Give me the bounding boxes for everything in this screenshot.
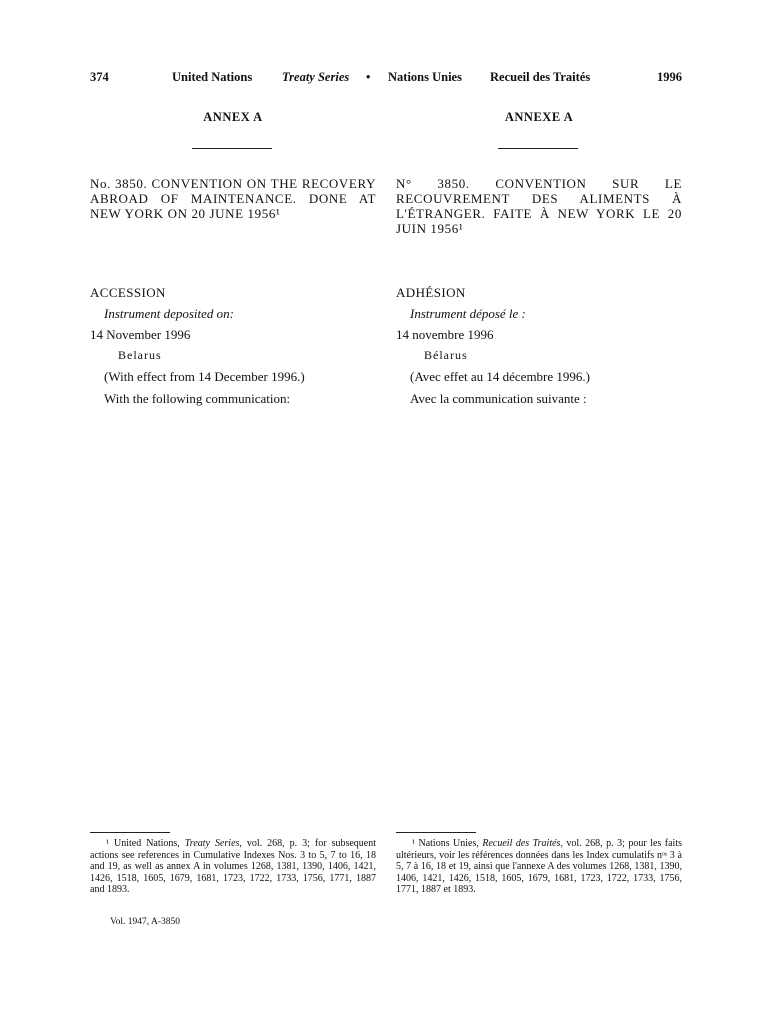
footnote-prefix: ¹ Nations Unies, bbox=[412, 838, 483, 849]
volume-reference: Vol. 1947, A-3850 bbox=[110, 917, 181, 927]
instrument-label: Instrument deposited on: bbox=[104, 306, 234, 321]
annex-divider bbox=[192, 148, 272, 149]
annex-title: ANNEXE A bbox=[504, 110, 574, 124]
footnote-text: , vol. 268, p. 3; pour les faits ultérieurs, voir les références données dans les Index cumulatifs nᵒˢ 3 à 5, 7 à 16, 18 et 19, ainsi que l'annexe A des volumes 1268, 1381, 1390, 1406, 1421, 1426, 1518, 1605, 1679, 1681, 1723, 1722, 1733, 1756, 1771, 1887 et 1893. bbox=[396, 838, 682, 895]
footnote bbox=[90, 838, 376, 896]
country-name: Belarus bbox=[118, 348, 162, 362]
header-publisher-fr: Nations Unies bbox=[388, 70, 462, 84]
header-separator: • bbox=[366, 70, 371, 84]
header-series-en: Treaty Series bbox=[282, 70, 350, 84]
deposit-date: 14 November 1996 bbox=[90, 327, 191, 342]
running-header bbox=[90, 70, 682, 88]
footnote-series: Recueil des Traités bbox=[482, 838, 561, 849]
deposit-date: 14 novembre 1996 bbox=[396, 327, 494, 342]
section-heading: ADHÉSION bbox=[396, 285, 466, 300]
convention-title: N° 3850. CONVENTION SUR LE RECOUVREMENT DES ALIMENTS À L'ÉTRANGER. FAITE À NEW YORK LE 20 JUIN 1956¹ bbox=[396, 176, 682, 236]
communication-note: Avec la communication suivante : bbox=[410, 391, 587, 406]
header-year: 1996 bbox=[657, 70, 682, 84]
footnote-prefix: ¹ United Nations, bbox=[106, 838, 185, 849]
section-heading: ACCESSION bbox=[90, 285, 166, 300]
header-series-fr: Recueil des Traités bbox=[490, 70, 591, 84]
footnote-series: Treaty Series bbox=[184, 838, 240, 849]
country-name: Bélarus bbox=[424, 348, 468, 362]
header-publisher-en: United Nations bbox=[172, 70, 253, 84]
page-number: 374 bbox=[90, 70, 109, 84]
footnote-divider bbox=[90, 832, 170, 833]
footnote-divider bbox=[396, 832, 476, 833]
annex-title: ANNEX A bbox=[203, 110, 263, 124]
effect-date: (With effect from 14 December 1996.) bbox=[104, 369, 305, 384]
instrument-label: Instrument déposé le : bbox=[410, 306, 526, 321]
annex-divider bbox=[498, 148, 578, 149]
footnote-text: , vol. 268, p. 3; for subsequent actions see references in Cumulative Indexes Nos. 3 to 5, 7 to 16, 18 and 19, as well as annex A in volumes 1268, 1381, 1390, 1406, 1421, 1426, 1518, 1605, 1679, 1681, 1723, 1722, 1733, 1756, 1771, 1887 and 1893. bbox=[90, 838, 377, 895]
communication-note: With the following communication: bbox=[104, 391, 291, 406]
convention-title: No. 3850. CONVENTION ON THE RECOVERY ABROAD OF MAINTENANCE. DONE AT NEW YORK ON 20 JUNE 1956¹ bbox=[90, 176, 376, 221]
footnote bbox=[396, 838, 682, 896]
effect-date: (Avec effet au 14 décembre 1996.) bbox=[410, 369, 590, 384]
